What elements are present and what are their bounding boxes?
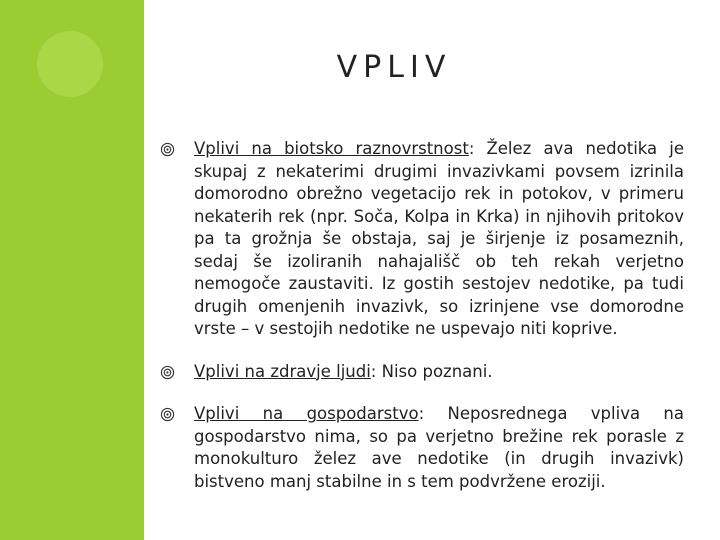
bullet-health <box>160 361 684 384</box>
bullet-text: : Niso poznani. <box>370 361 493 381</box>
slide-title: VPLIV <box>336 50 452 85</box>
bullet-economy <box>160 403 684 493</box>
decorative-circle <box>38 32 102 96</box>
bullet-text: : Želez ava nedotika je skupaj z nekaterimi drugimi invazivkami povsem izrinila domorodno obrežno vegetacijo rek in potokov, v primeru nekaterih rek (npr. Soča, Kolpa in Krka) in njihovih pritokov pa ta grožnja še obstaja, saj je širjenje iz posameznih, sedaj še izoliranih nahajališč ob teh rekah verjetno nemogoče zaustaviti. Iz gostih sestojev nedotike, pa tudi drugih omenjenih invazivk, so izrinjene vse domorodne vrste – v sestojih nedotike ne uspevajo niti koprive. <box>194 139 684 338</box>
bullet-target-icon <box>160 365 175 380</box>
bullet-term: Vplivi na zdravje ljudi <box>194 361 371 381</box>
left-accent-bar <box>0 0 144 540</box>
bullet-term: Vplivi na gospodarstvo <box>194 404 419 423</box>
bullet-biodiversity <box>160 138 684 341</box>
bullet-target-icon <box>160 142 175 157</box>
bullet-text: : Neposrednega vpliva na gospodarstvo nima, so pa verjetno brežine rek porasle z monokulturo želez ave nedotike (in drugih invazivk) bistveno manj stabilne in s tem podvržene eroziji. <box>194 404 684 491</box>
bullet-target-icon <box>160 407 175 422</box>
bullet-term: Vplivi na biotsko raznovrstnost <box>194 139 469 158</box>
slide-content <box>160 138 684 513</box>
